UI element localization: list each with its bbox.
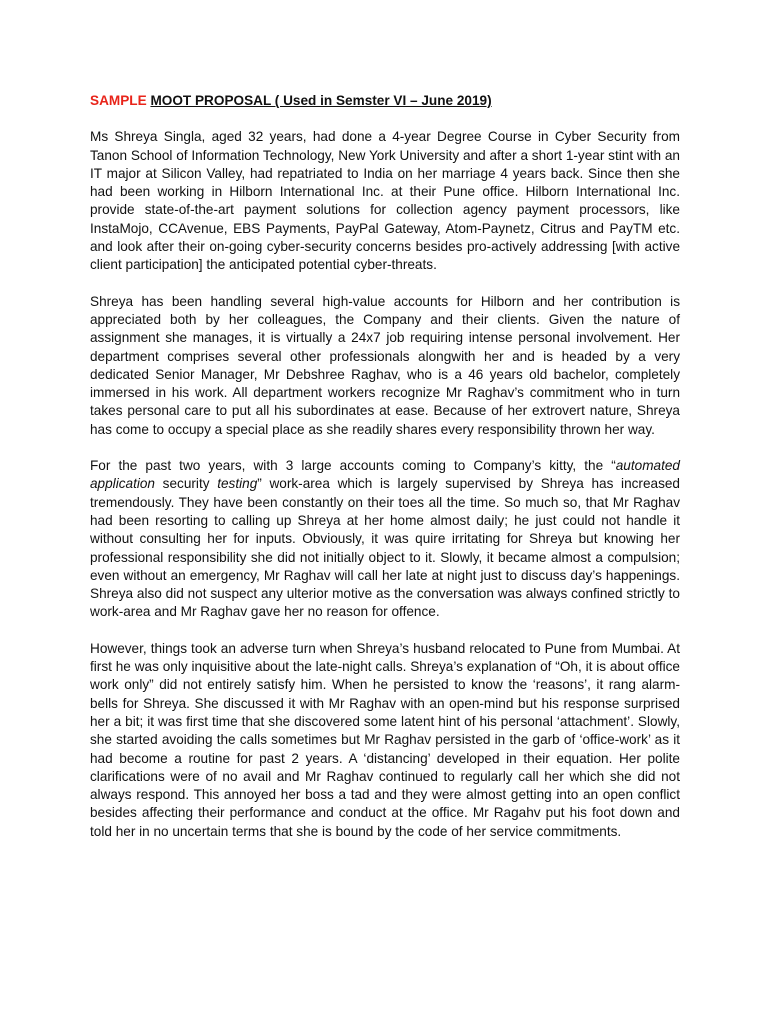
paragraph-3-text-2: security <box>155 476 218 492</box>
paragraph-1: Ms Shreya Singla, aged 32 years, had done a 4-year Degree Course in Cyber Security from Tanon School of Information Technology, New York University and after a short 1-year stint with an IT major at Silicon Valley, had repatriated to India on her marriage 4 years back. Since then she had been working in Hilborn International Inc. at their Pune office. Hilborn International Inc. provide state-of-the-art payment solutions for collection agency payment processors, like InstaMojo, CCAvenue, EBS Payments, PayPal Gateway, Atom-Paynetz, Citrus and PayTM etc. and look after their on-going cyber-security concerns besides pro-actively addressing [with active client participation] the anticipated potential cyber-threats. <box>90 129 680 273</box>
paragraph-3 <box>90 457 680 622</box>
moot-proposal-heading: MOOT PROPOSAL ( Used in Semster VI – June 2019) <box>150 93 492 108</box>
document-page <box>90 92 680 859</box>
paragraph-2: Shreya has been handling several high-value accounts for Hilborn and her contribution is appreciated both by her colleagues, the Company and their clients. Given the nature of assignment she manages, it is virtually a 24x7 job requiring intense personal involvement. Her department comprises several other professionals alongwith her and is headed by a very dedicated Senior Manager, Mr Debshree Raghav, who is a 46 years old bachelor, completely immersed in his work. All department workers recognize Mr Raghav’s commitment who in turn takes personal care to put all his subordinates at ease. Because of her extrovert nature, Shreya has come to occupy a special place as she readily shares every responsibility thrown her way. <box>90 293 680 437</box>
paragraph-3-italic-2: testing <box>217 476 258 492</box>
document-title <box>90 92 680 110</box>
paragraph-4: However, things took an adverse turn when Shreya’s husband relocated to Pune from Mumbai. At first he was only inquisitive about the late-night calls. Shreya’s explanation of “Oh, it is about office work only” did not entirely satisfy him. When he persisted to know the ‘reasons’, it rang alarm-bells for Shreya. She discussed it with Mr Raghav with an open-mind but his response surprised her a bit; it was first time that she discovered some latent hint of his personal ‘attachment’. Slowly, she started avoiding the calls sometimes but Mr Raghav persisted in the garb of ‘office-work’ as it had become a routine for past 2 years. A ‘distancing’ developed in their equation. Her polite clarifications were of no avail and Mr Raghav continued to regularly call her which she did not always respond. This annoyed her boss a tad and they were almost getting into an open conflict besides affecting their performance and conduct at the office. Mr Ragahv put his foot down and told her in no uncertain terms that she is bound by the code of her service commitments. <box>90 640 680 839</box>
sample-label: SAMPLE <box>90 93 147 108</box>
paragraph-3-text-1: For the past two years, with 3 large accounts coming to Company’s kitty, the “ <box>90 458 616 474</box>
paragraph-3-italic-1: automated application <box>90 458 680 492</box>
paragraph-3-text-3: ” work-area which is largely supervised by Shreya has increased tremendously. They have been constantly on their toes all the time. So much so, that Mr Raghav had been resorting to calling up Shreya at her home almost daily; he just could not handle it without consulting her for inputs. Obviously, it was quire irritating for Shreya but knowing her professional responsibility she did not initially object to it. Slowly, it became almost a compulsion; even without an emergency, Mr Raghav will call her late at night just to discuss day’s happenings. Shreya also did not suspect any ulterior motive as the conversation was always confined strictly to work-area and Mr Raghav gave her no reason for offence. <box>90 476 680 620</box>
